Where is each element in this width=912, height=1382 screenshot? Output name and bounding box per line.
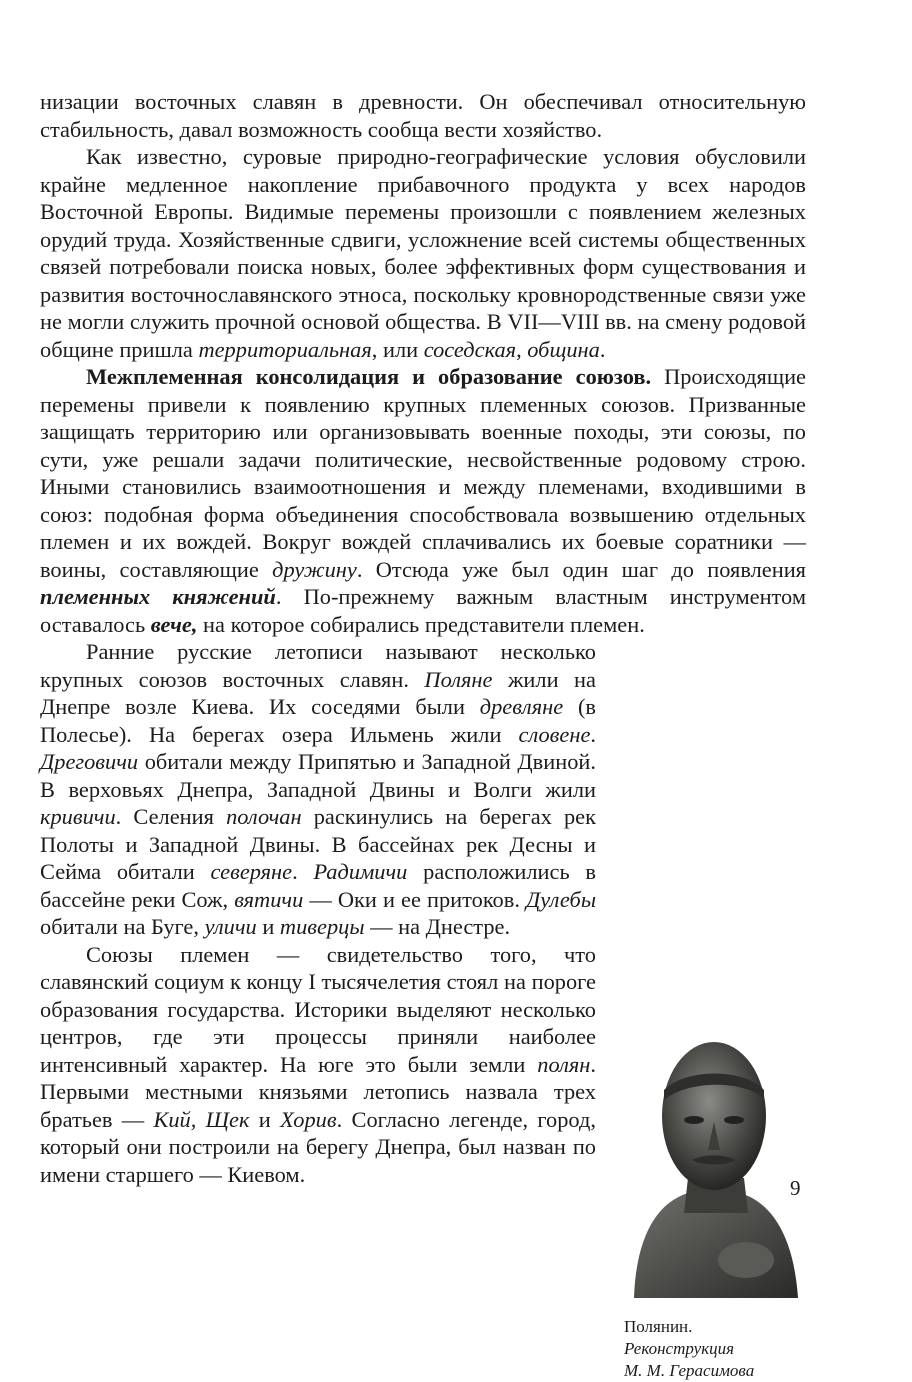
text-run: . По-прежнему важным властным инструментом оставалось: [40, 584, 806, 637]
text-run: . Первыми местными князьями летопись назвала трех братьев —: [40, 1051, 596, 1132]
text-run: соседская, община: [423, 336, 600, 362]
text-run: Дреговичи: [40, 749, 139, 774]
page-text: [40, 88, 806, 1382]
text-run: племенных княжений: [40, 584, 276, 609]
bust-figure: [620, 1028, 806, 1382]
text-run: полян: [537, 1051, 591, 1077]
text-run: Происходящие перемены привели к появлению крупных племенных союзов. Призванные защищать территорию или организовывать военные походы, эти союзы, по сути, уже решали задачи политические, несвойственные родовому строю. Иными становились взаимоотношения и между племенами, входившими в союз: подобная форма объединения способствовала возвышению отдельных племен и их вождей. Вокруг вождей сплачивались их боевые соратники — воины, составляющие: [40, 364, 806, 582]
text-run: .: [292, 859, 314, 884]
text-run: дружину: [272, 556, 357, 582]
text-run: кривичи: [40, 804, 116, 829]
text-run: северяне: [210, 859, 293, 884]
text-run: вече,: [150, 611, 198, 637]
text-run: вятичи: [234, 886, 304, 912]
text-run: .: [590, 721, 596, 747]
caption-author: М. М. Герасимова: [624, 1361, 755, 1380]
text-run: — на Днестре.: [364, 914, 511, 939]
text-run: , или: [371, 336, 424, 362]
paragraph-4: [40, 638, 806, 941]
text-run: Дулебы: [526, 886, 596, 912]
text-run: .: [599, 336, 606, 362]
text-run: и: [249, 1106, 281, 1132]
text-run: уличи: [204, 914, 257, 939]
text-run: раскинулись на берегах рек Полоты и Западной Двины. В бассейнах рек Десны и Сейма обитали: [40, 804, 596, 884]
paragraph-3: [40, 363, 806, 638]
text-run: Союзы племен — свидетельство того, что славянский социум к концу I тысячелетия стоял на пороге образования государства. Историки выделяют несколько центров, где эти процессы приняли наиболее интенсивный характер. На юге это были земли: [40, 941, 596, 1077]
text-run: . Согласно легенде, город, который они построили на берегу Днепра, был назван по имени старшего — Киевом.: [40, 1106, 596, 1187]
text-run: низации восточных славян в древности. Он обеспечивал относительную стабильность, давал возможность сообща вести хозяйство.: [40, 89, 806, 142]
text-run: Радимичи: [313, 859, 408, 884]
paragraph-2: [40, 143, 806, 363]
text-run: полочан: [226, 804, 302, 829]
text-run: Поляне: [424, 666, 493, 692]
text-run: Хорив: [280, 1106, 337, 1132]
text-run: территориальная: [198, 336, 372, 362]
bust-photo: [626, 1028, 802, 1310]
text-run: тиверцы: [279, 914, 365, 939]
text-run: жили на Днепре возле Киева. Их соседями были: [40, 666, 596, 719]
text-run: Как известно, суровые природно-географические условия обусловили крайне медленное накопление прибавочного продукта у всех народов Восточной Европы. Видимые перемены произошли с появлением железных орудий труда. Хозяйственные сдвиги, усложнение всей системы общественных связей потребовали поиска новых, более эффективных форм существования и развития восточнославянского этноса, поскольку кровнородственные связи уже не могли служить прочной основой общества. В VII—VIII вв. на смену родовой общине пришла: [40, 144, 806, 362]
text-run: словене: [518, 721, 591, 747]
caption-line-2: Реконструкция: [624, 1339, 735, 1358]
page-number: 9: [790, 1176, 801, 1200]
text-run: Ранние русские летописи называют несколько крупных союзов восточных славян.: [40, 639, 596, 692]
text-run: (в Полесье). На берегах озера Ильмень жили: [40, 694, 596, 747]
text-run: обитали между Припятью и Западной Двиной. В верховьях Днепра, Западной Двины и Волги жили: [40, 749, 596, 802]
text-run: Межплеменная консолидация и образование союзов.: [86, 364, 652, 389]
paragraph-1: [40, 88, 806, 143]
text-run: — Оки и ее притоков.: [303, 886, 527, 912]
text-run: расположились в бассейне реки Сож,: [40, 859, 596, 912]
caption-title: Полянин.: [624, 1317, 693, 1336]
text-run: Кий, Щек: [153, 1106, 250, 1132]
text-run: . Селения: [115, 804, 227, 829]
text-run: на которое собирались представители племен.: [197, 611, 645, 637]
text-run: и: [256, 914, 280, 939]
text-run: обитали на Буге,: [40, 914, 205, 939]
text-run: древляне: [479, 694, 564, 719]
text-run: . Отсюда уже был один шаг до появления: [356, 556, 806, 582]
figure-caption: [624, 1316, 806, 1382]
